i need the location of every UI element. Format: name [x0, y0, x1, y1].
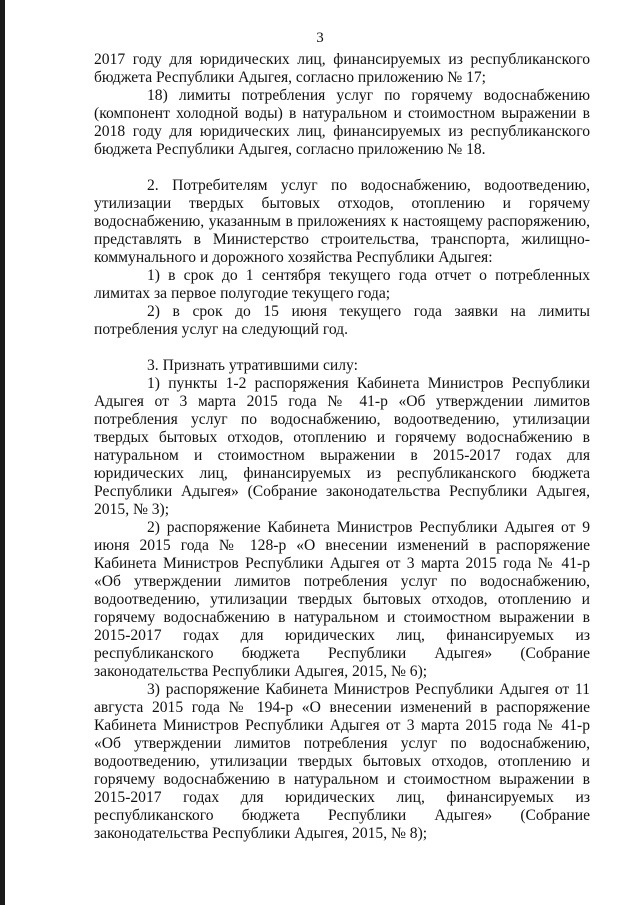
paragraph-section-3-item-2: 2) распоряжение Кабинета Министров Республики Адыгея от 9 июня 2015 года № 128-р «О внесении изменений в распоряжение Кабинета Министров Республики Адыгея от 3 марта 2015 года № 41-р «Об утверждении лимитов потребления услуг по водоснабжению, водоотведению, утилизации твердых бытовых отходов, отоплению и горячему водоснабжению в натуральном и стоимостном выражении в 2015-2017 годах для юридических лиц, финансируемых из республиканского бюджета Республики Адыгея» (Собрание законодательства Республики Адыгея, 2015, № 6); [94, 519, 590, 680]
paragraph-section-3-item-1: 1) пункты 1-2 распоряжения Кабинета Министров Республики Адыгея от 3 марта 2015 года № 41-р «Об утверждении лимитов потребления услуг по водоснабжению, водоотведению, утилизации твердых бытовых отходов, отоплению и горячему водоснабжению в натуральном и стоимостном выражении в 2015-2017 годах для юридических лиц, финансируемых из республиканского бюджета Республики Адыгея» (Собрание законодательства Республики Адыгея, 2015, № 3); [94, 375, 590, 518]
paragraph-section-3: 3. Признать утратившими силу: [147, 357, 358, 374]
scan-edge-bar [0, 0, 5, 905]
paragraph-section-3-item-3: 3) распоряжение Кабинета Министров Республики Адыгея от 11 августа 2015 года № 194-р «О внесении изменений в распоряжение Кабинета Министров Республики Адыгея от 3 марта 2015 года № 41-р «Об утверждении лимитов потребления услуг по водоснабжению, водоотведению, утилизации твердых бытовых отходов, отоплению и горячему водоснабжению в натуральном и стоимостном выражении в 2015-2017 годах для юридических лиц, финансируемых из республиканского бюджета Республики Адыгея» (Собрание законодательства Республики Адыгея, 2015, № 8); [94, 681, 590, 842]
paragraph-gap [94, 339, 590, 357]
document-body [94, 51, 590, 843]
paragraph-section-2-item-2: 2) в срок до 15 июня текущего года заявки на лимиты потребления услуг на следующий год. [94, 303, 590, 338]
page-number: 3 [316, 30, 324, 46]
paragraph-item-18: 18) лимиты потребления услуг по горячему водоснабжению (компонент холодной воды) в натуральном и стоимостном выражении в 2018 году для юридических лиц, финансируемых из республиканского бюджета Республики Адыгея, согласно приложению № 18. [94, 87, 590, 158]
paragraph-section-2-item-1: 1) в срок до 1 сентября текущего года отчет о потребленных лимитах за первое полугодие текущего года; [94, 267, 590, 302]
paragraph-section-2: 2. Потребителям услуг по водоснабжению, водоотведению, утилизации твердых бытовых отходов, отоплению и горячему водоснабжению, указанным в приложениях к настоящему распоряжению, представлять в Министерство строительства, транспорта, жилищно-коммунального и дорожного хозяйства Республики Адыгея: [94, 177, 590, 266]
paragraph-17-continuation: 2017 году для юридических лиц, финансируемых из республиканского бюджета Республики Адыгея, согласно приложению № 17; [94, 51, 590, 86]
paragraph-gap [94, 159, 590, 177]
